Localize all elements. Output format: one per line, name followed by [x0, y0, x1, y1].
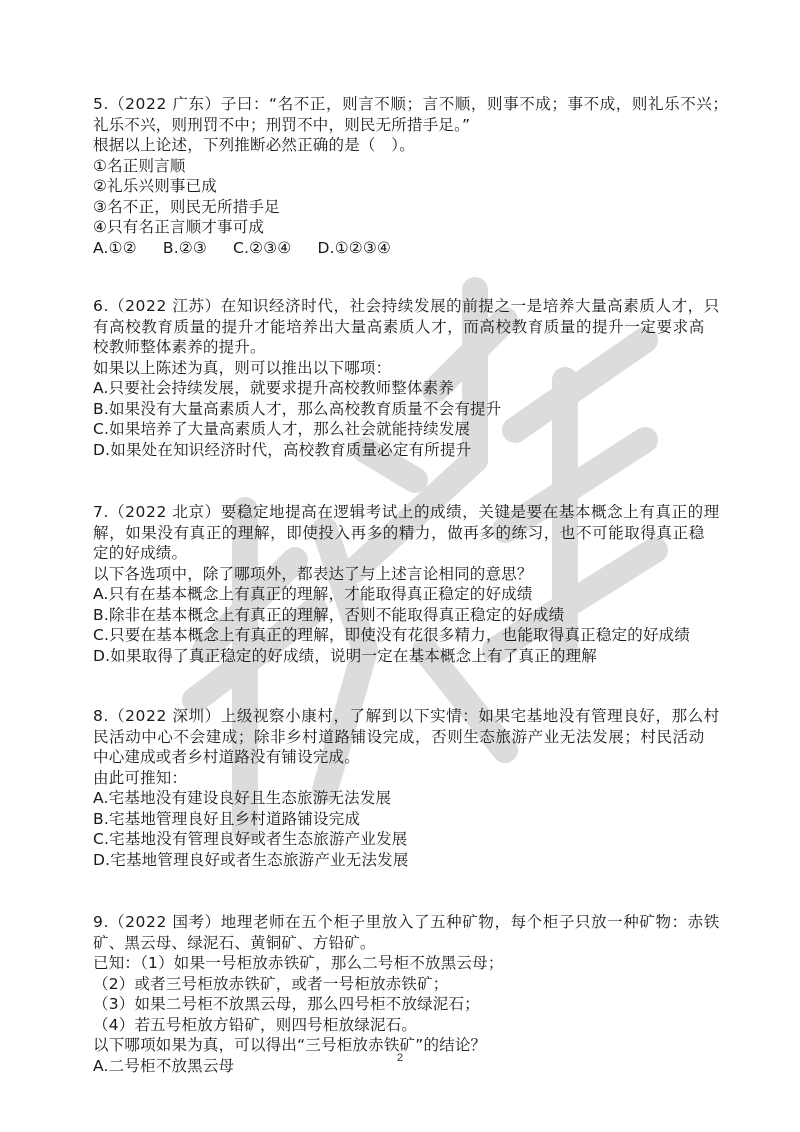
question-9-line-2: 矿、黑云母、绿泥石、黄铜矿、方铅矿。: [93, 933, 376, 952]
option-c: C.只要在基本概念上有真正的理解，即使没有花很多精力，也能取得真正稳定的好成绩: [93, 626, 691, 644]
question-9-condition-1: 已知：（1）如果一号柜放赤铁矿，那么二号柜不放黑云母；: [93, 954, 504, 972]
question-9-condition-4: （4）若五号柜放方铅矿，则四号柜放绿泥石。: [93, 1015, 418, 1034]
option-d: D.宅基地管理良好或者生态旅游产业无法发展: [93, 850, 409, 869]
question-5-line-1: 5.（2022 广东）子曰：“名不正，则言不顺；言不顺，则事不成；事不成，则礼乐不兴；: [93, 95, 729, 113]
option-b: B.如果没有大量高素质人才，那么高校教育质量不会有提升: [93, 399, 502, 418]
question-5-prompt: 根据以上论述，下列推断必然正确的是（ ）。: [93, 136, 415, 154]
question-5-statement-1: ①名正则言顺: [93, 156, 186, 175]
question-5-statement-4: ④只有名正言顺才事可成: [93, 218, 265, 236]
question-8-prompt: 由此可推知：: [93, 768, 188, 787]
question-7: [93, 502, 720, 666]
question-6-line-2: 有高校教育质量的提升才能培养出大量高素质人才，而高校教育质量的提升一定要求高: [93, 317, 705, 336]
question-8-line-1: 8.（2022 深圳）上级视察小康村，了解到以下实情：如果宅基地没有管理良好，那么村: [93, 707, 720, 725]
question-7-prompt: 以下各选项中，除了哪项外，都表达了与上述言论相同的意思？: [93, 564, 533, 583]
question-9-condition-3: （3）如果二号柜不放黑云母，那么四号柜不放绿泥石；: [93, 995, 480, 1013]
question-6-prompt: 如果以上陈述为真，则可以推出以下哪项：: [93, 358, 392, 377]
option-b: B.宅基地管理良好且乡村道路铺设完成: [93, 809, 361, 828]
option-c: C.宅基地没有管理良好或者生态旅游产业发展: [93, 830, 408, 848]
question-6: [93, 296, 720, 460]
option-a: A.宅基地没有建设良好且生态旅游无法发展: [93, 789, 392, 807]
question-6-line-1: 6.（2022 江苏）在知识经济时代，社会持续发展的前提之一是培养大量高素质人才，只: [93, 297, 720, 315]
question-7-line-2: 解，如果没有真正的理解，即使投入再多的精力，做再多的练习，也不可能取得真正稳: [93, 523, 705, 542]
question-9-line-1: 9.（2022 国考）地理老师在五个柜子里放入了五种矿物，每个柜子只放一种矿物：赤铁: [93, 913, 720, 931]
question-5-line-2: 礼乐不兴，则刑罚不中；刑罚不中，则民无所措手足。”: [93, 115, 471, 134]
option-a: A.只要社会持续发展，就要求提升高校教师整体素养: [93, 379, 455, 397]
question-7-line-3: 定的好成绩。: [93, 544, 188, 562]
question-8-line-3: 中心建成或者乡村道路没有铺设完成。: [93, 748, 360, 766]
option-c: C.②③④: [233, 238, 292, 257]
question-8: [93, 706, 720, 870]
option-a: A.二号柜不放黑云母: [93, 1056, 235, 1075]
option-d: D.如果处在知识经济时代，高校教育质量必定有所提升: [93, 440, 472, 459]
question-9-prompt: 以下哪项如果为真，可以得出“三号柜放赤铁矿”的结论？: [93, 1036, 487, 1054]
question-5: [93, 94, 729, 258]
question-9: [93, 912, 720, 1076]
question-5-statement-2: ②礼乐兴则事已成: [93, 177, 217, 195]
question-8-line-2: 民活动中心不会建成；除非乡村道路铺设完成，否则生态旅游产业无法发展；村民活动: [93, 727, 705, 746]
option-b: B.除非在基本概念上有真正的理解，否则不能取得真正稳定的好成绩: [93, 605, 565, 624]
question-list: [93, 94, 729, 1076]
question-5-options: [93, 238, 711, 259]
option-a: A.只有在基本概念上有真正的理解，才能取得真正稳定的好成绩: [93, 585, 533, 603]
page-number: 2: [396, 1052, 404, 1064]
option-b: B.②③: [162, 238, 208, 257]
question-9-condition-2: （2）或者三号柜放赤铁矿，或者一号柜放赤铁矿；: [93, 974, 449, 993]
option-a: A.①②: [93, 238, 137, 257]
option-d: D.①②③④: [317, 238, 392, 257]
question-6-line-3: 校教师整体素养的提升。: [93, 338, 266, 356]
option-c: C.如果培养了大量高素质人才，那么社会就能持续发展: [93, 420, 471, 438]
question-5-statement-3: ③名不正，则民无所措手足: [93, 197, 280, 216]
option-d: D.如果取得了真正稳定的好成绩，说明一定在基本概念上有了真正的理解: [93, 646, 597, 665]
question-7-line-1: 7.（2022 北京）要稳定地提高在逻辑考试上的成绩，关键是要在基本概念上有真正的理: [93, 503, 720, 521]
